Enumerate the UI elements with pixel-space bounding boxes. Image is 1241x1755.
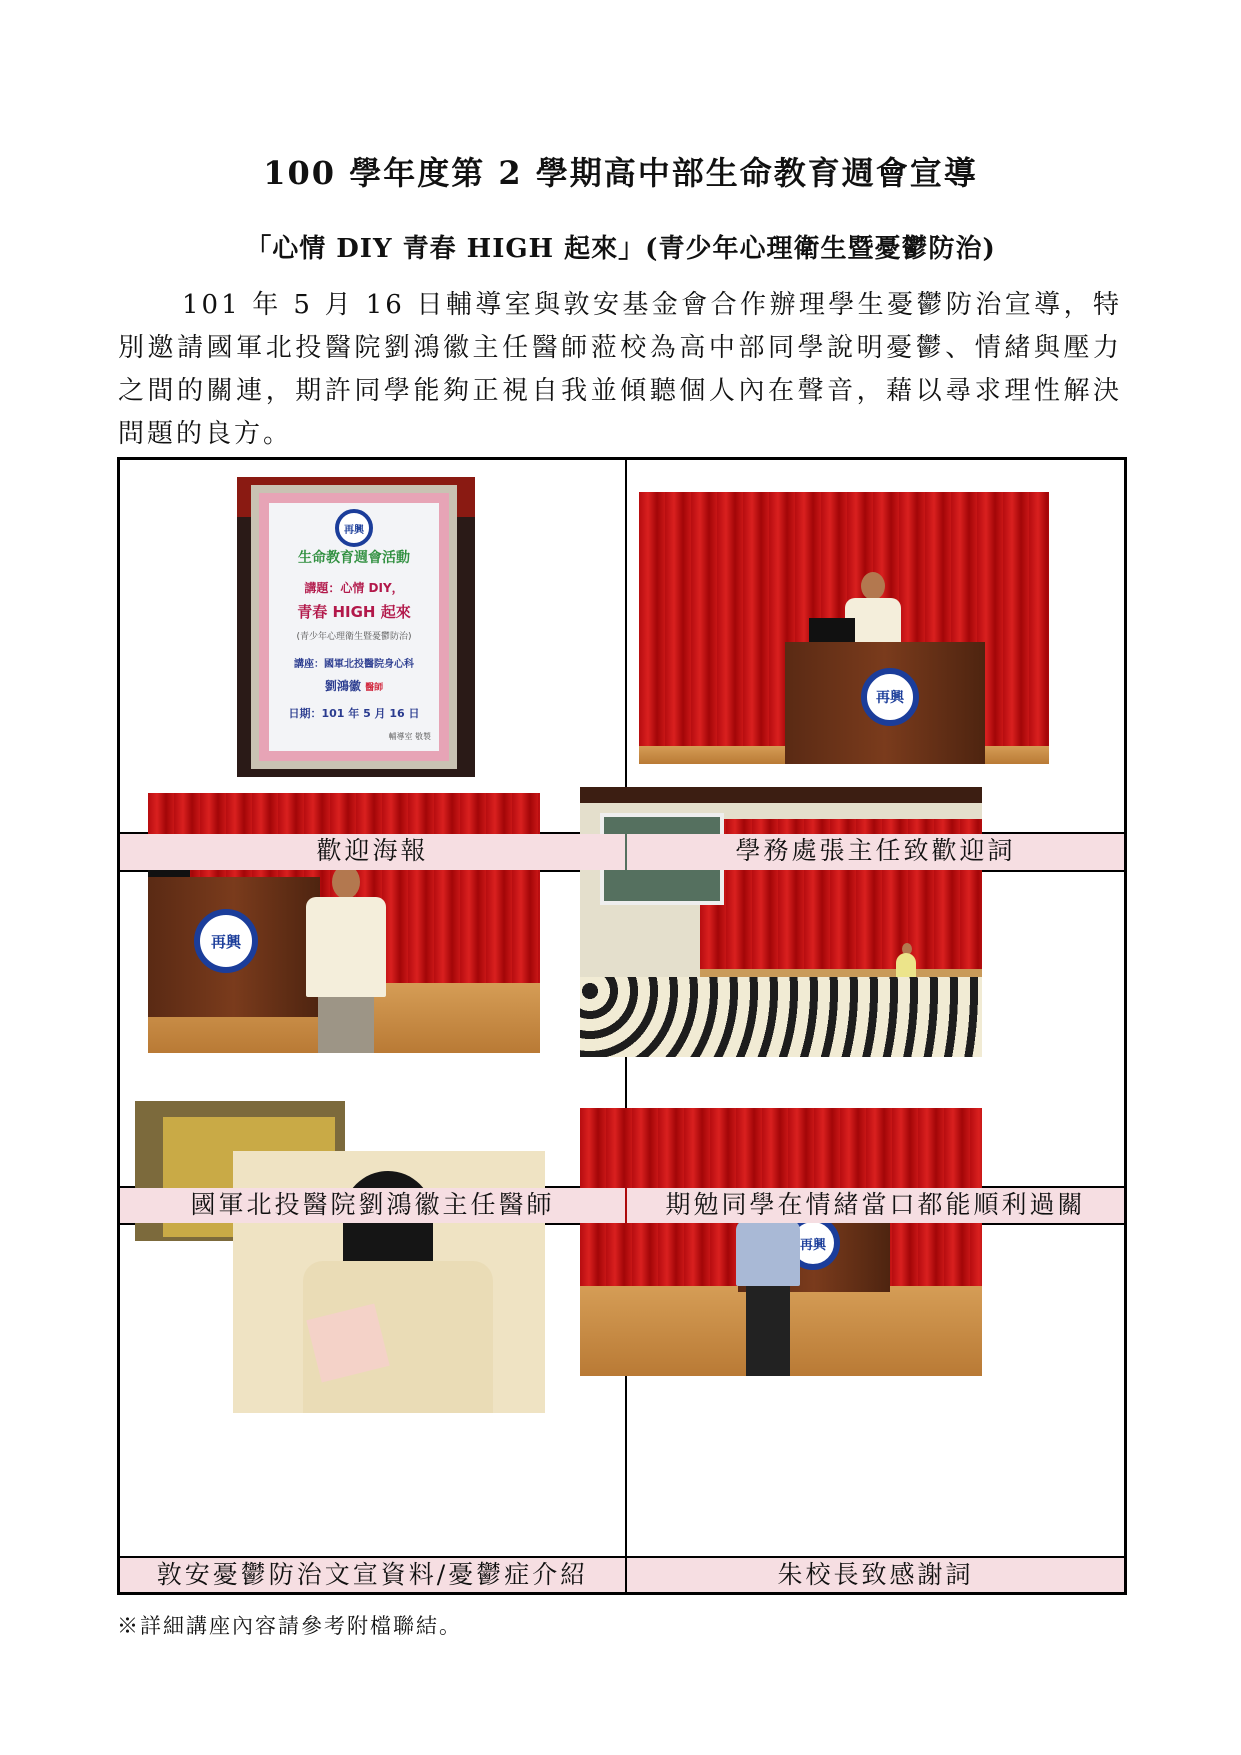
poster-speaker: 講座：國軍北投醫院身心科 [294,659,414,670]
photo-principal [580,1108,982,1376]
caption-principal: 朱校長致感謝詞 [627,1558,1124,1592]
caption-welcome-poster: 歡迎海報 [120,834,625,870]
poster-speaker-name: 劉鴻徽 [324,679,361,693]
poster-topic-sub: (青少年心理衛生暨憂鬱防治) [296,632,412,642]
intro-text: 101 年 5 月 16 日輔導室與敦安基金會合作辦理學生憂鬱防治宣導，特別邀請國軍北投醫院劉鴻徽主任醫師蒞校為高中部同學說明憂鬱、情緒與壓力之間的關連，期許同學能夠正視自我並傾聽個人內在聲音，藉以尋求理性解決問題的良方。 [118,290,1122,449]
poster-topic-line2: 青春 HIGH 起來 [297,603,411,621]
page-subtitle: 「心情 DIY 青春 HIGH 起來」(青少年心理衛生暨憂鬱防治) [245,234,996,264]
caption-welcome-speech: 學務處張主任致歡迎詞 [627,834,1124,870]
poster-speaker-title: 醫師 [365,683,384,693]
school-logo: 再興 [861,668,919,726]
school-logo: 再興 [786,1216,840,1270]
footnote: ※詳細講座內容請參考附檔聯結。 [117,1614,462,1638]
poster-logo: 再興 [335,509,373,547]
poster-board [251,485,457,769]
poster-heading: 生命教育週會活動 [298,550,410,566]
intro-paragraph [118,284,1122,456]
photo-welcome-speech [639,492,1049,764]
caption-auditorium: 期勉同學在情緒當口都能順利過關 [627,1188,1124,1223]
photo-brochure [135,1101,545,1413]
caption-doctor: 國軍北投醫院劉鴻徽主任醫師 [120,1188,625,1223]
school-logo: 再興 [194,909,258,973]
photo-welcome-poster [237,477,475,777]
page-title: 100 學年度第 2 學期高中部生命教育週會宣導 [263,154,978,192]
poster-maker: 輔導室 敬製 [388,732,431,741]
poster-topic: 講題：心情 DIY， [304,581,404,595]
photo-auditorium [580,787,982,1057]
photo-doctor [148,793,540,1053]
poster-date: 日期：101 年 5 月 16 日 [288,707,420,720]
photo-table [117,457,1127,1595]
caption-brochure: 敦安憂鬱防治文宣資料/憂鬱症介紹 [120,1558,625,1592]
